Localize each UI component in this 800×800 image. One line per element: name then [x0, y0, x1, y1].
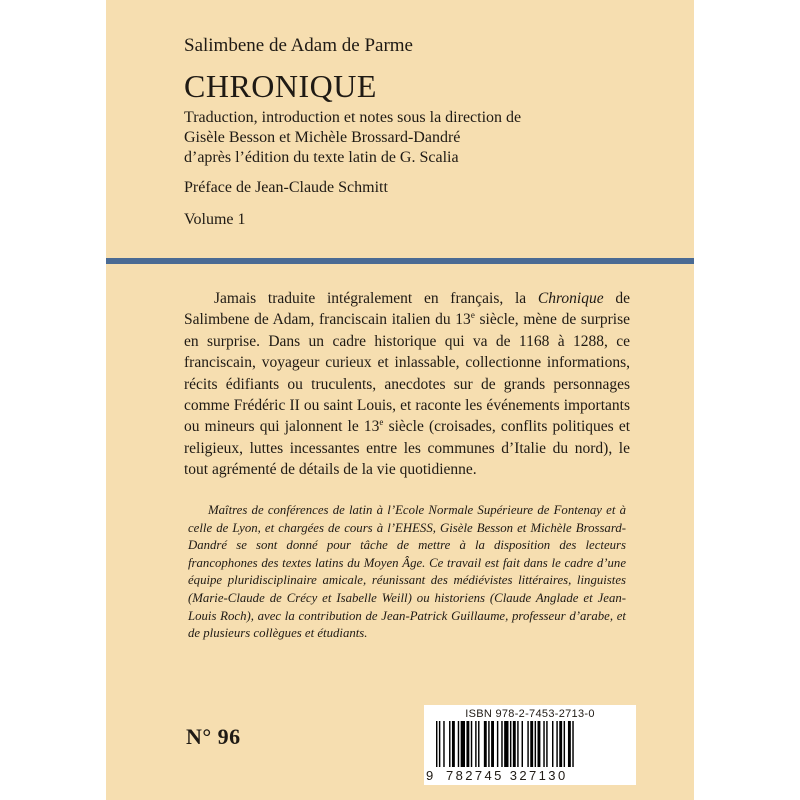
italic-chronique: Chronique [537, 290, 604, 307]
ean-digits: 782745 327130 [446, 768, 568, 783]
issue-number: N° 96 [186, 724, 241, 749]
author-name: Salimbene de Adam de Parme [184, 35, 413, 56]
book-title: CHRONIQUE [184, 68, 377, 104]
summary-paragraph: Jamais traduite intégralement en français, la Chronique de Salimbene de Adam, franciscain italien du 13e siècle, mène de surprise en surprise. Dans un cadre historique qui va de 1168 à 1288, ce franciscain, voyageur curieux et inlassable, collectionne informations, récits édifiants ou truculents, anecdotes sur de grands personnages comme Frédéric II ou saint Louis, et raconte les événements importants ou mineurs qui jalonnent le 13e siècle (croisades, conflits politiques et religieux, luttes incessantes entre les communes d’Italie du nord), le tout agrémenté de détails de la vie quotidienne. [184, 290, 631, 479]
blue-divider-band [106, 258, 694, 264]
book-back-cover [106, 0, 694, 800]
credits-line-2: Gisèle Besson et Michèle Brossard-Dandré [184, 129, 461, 146]
credits-line-1: Traduction, introduction et notes sous la direction de [184, 109, 522, 126]
isbn-barcode [424, 705, 636, 785]
credits-line-3: d’après l’édition du texte latin de G. Scalia [184, 149, 459, 166]
header-block [184, 34, 664, 230]
preface-credit: Préface de Jean-Claude Schmitt [184, 179, 388, 196]
translators-bio: Maîtres de conférences de latin à l’Ecole Normale Supérieure de Fontenay et à celle de Lyon, et chargées de cours à l’EHESS, Gisèle Besson et Michèle Brossard-Dandré se sont donné pour tâche de mettre à la disposition des lecteurs francophones des textes latins du Moyen Âge. Ce travail est fait dans le cadre d’une équipe pluridisciplinaire amicale, réunissant des médiévistes littéraires, linguistes (Marie-Claude de Crécy et Isabelle Weill) ou historiens (Claude Anglade et Jean-Louis Roch), avec la contribution de Jean-Patrick Guillaume, professeur d’arabe, et de plusieurs collègues et étudiants. [188, 503, 626, 641]
barcode-icon [424, 721, 636, 771]
ean-first-digit: 9 [426, 768, 434, 783]
isbn-text: ISBN 978-2-7453-2713-0 [465, 708, 595, 720]
volume-label: Volume 1 [184, 211, 246, 228]
